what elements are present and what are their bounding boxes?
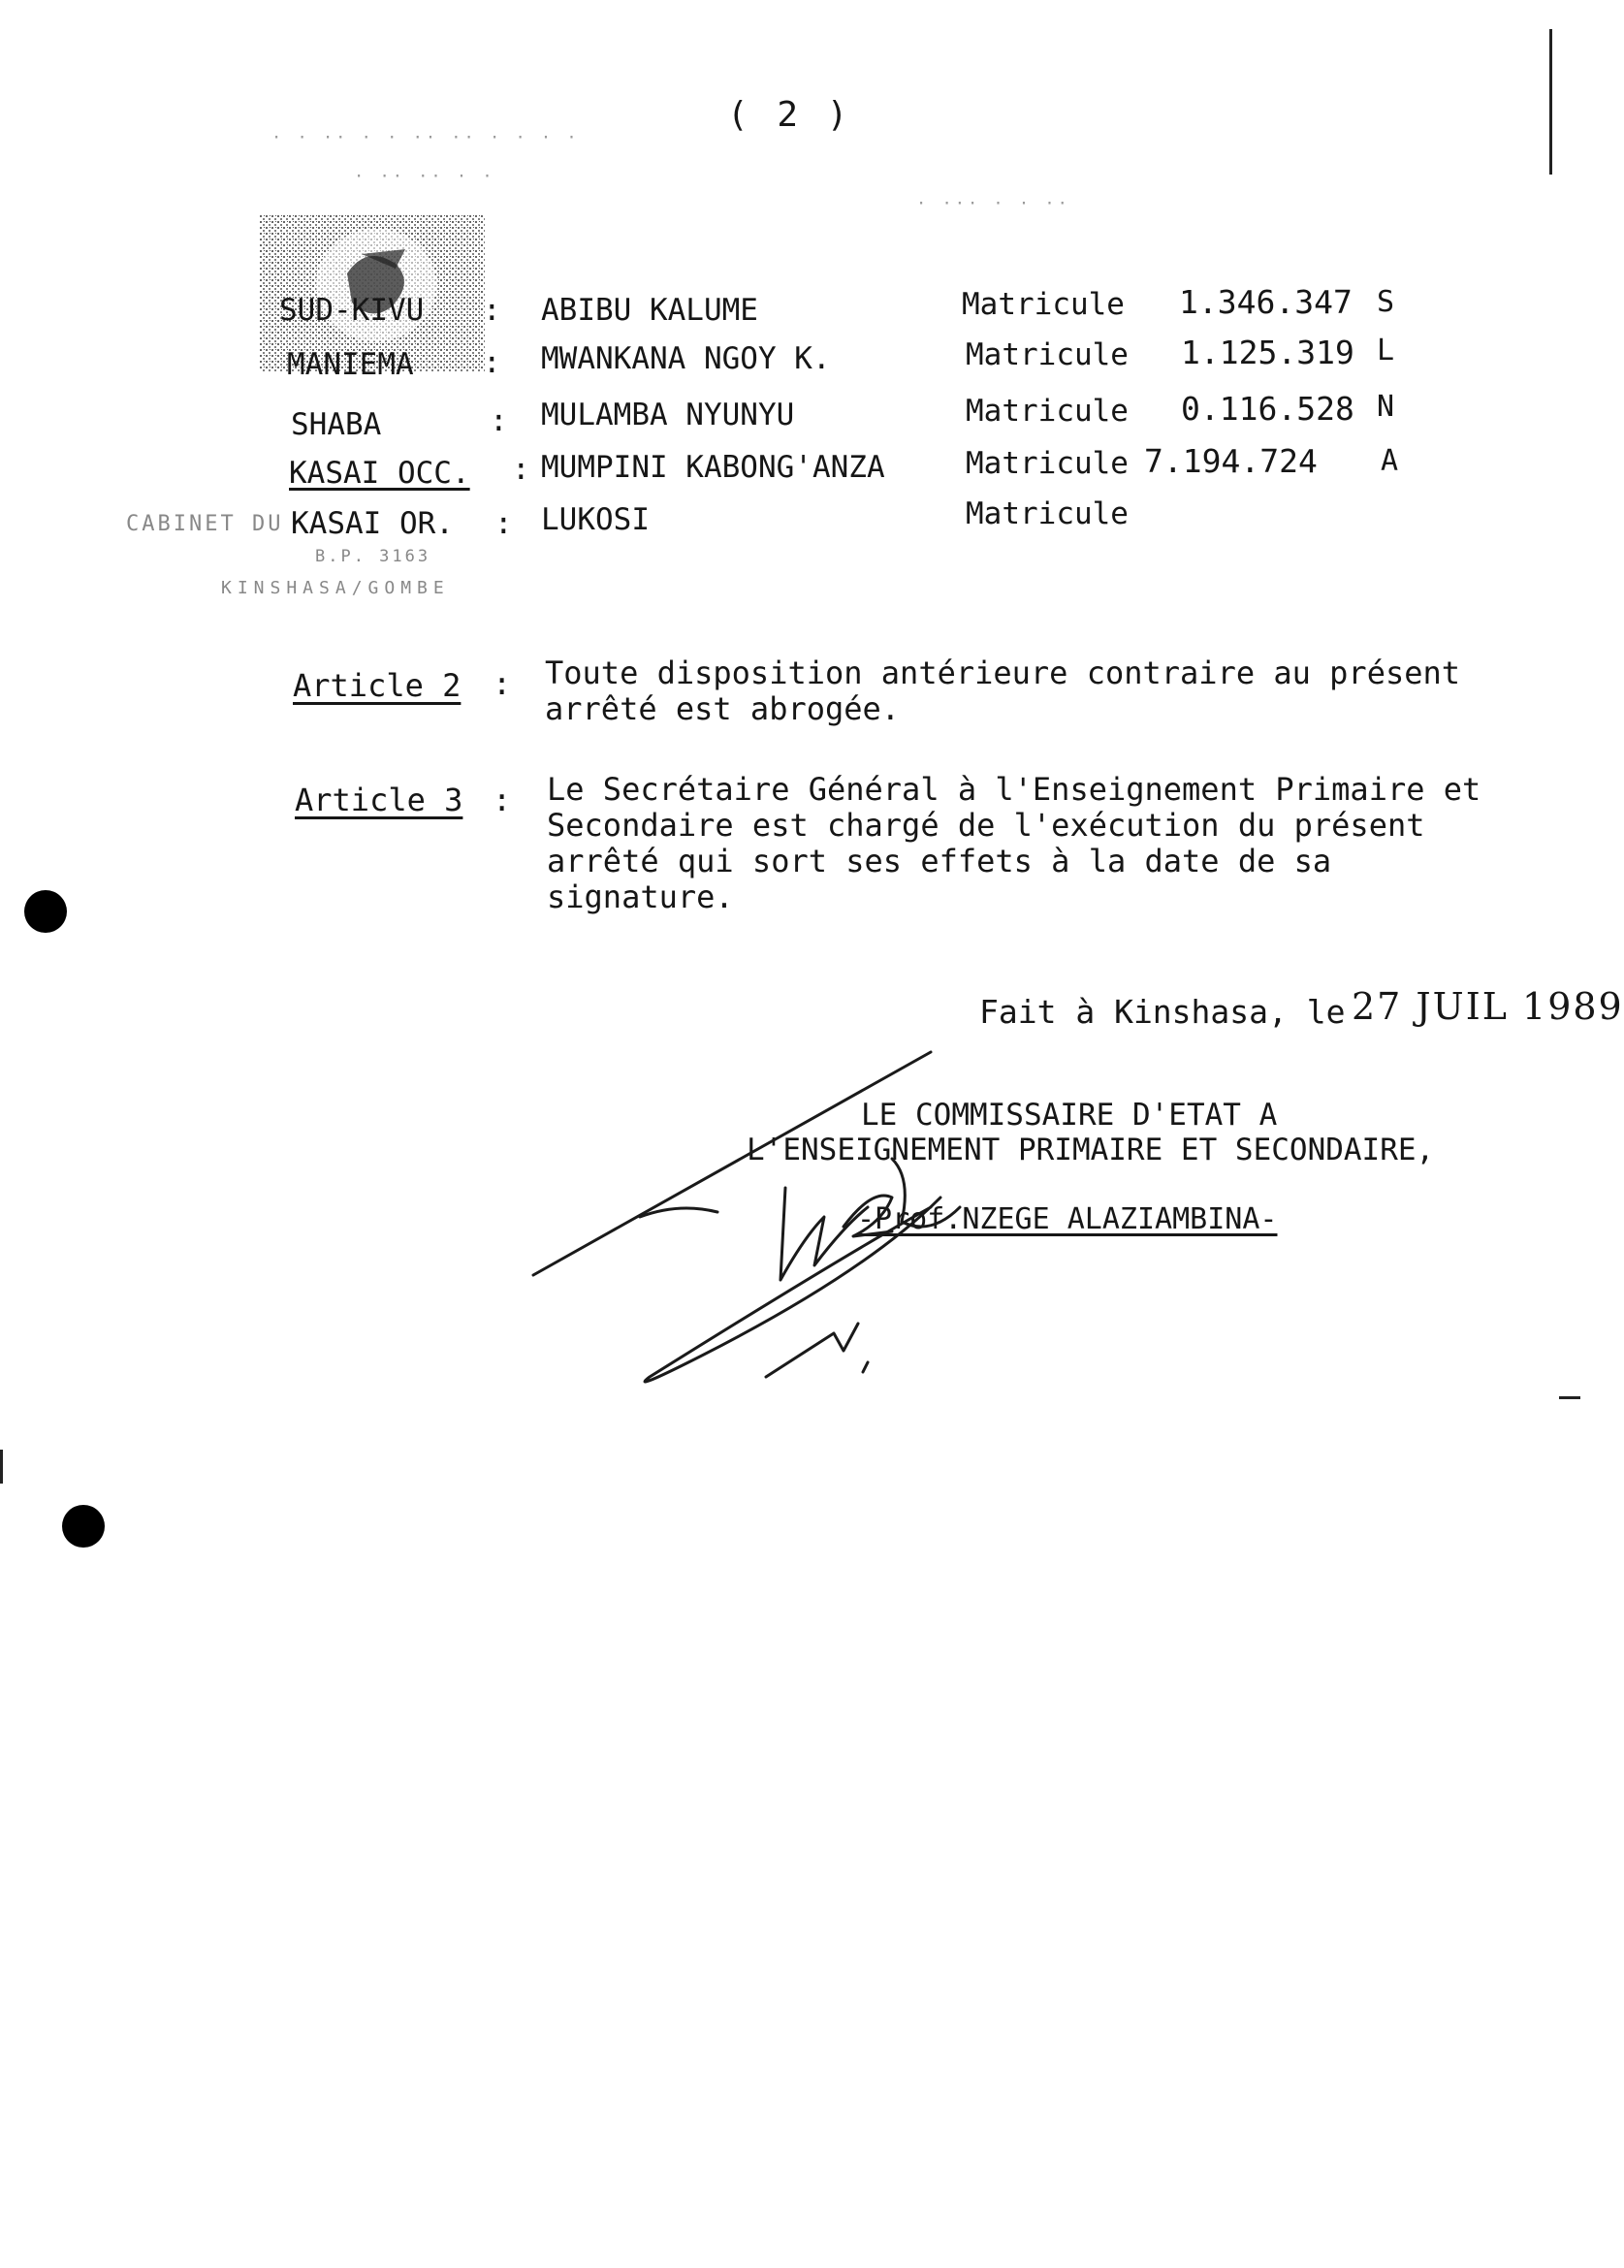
faded-header-line-1: · · ·· · · ·· ·· · · · ·: [271, 128, 580, 147]
entry-matricule-number: 1.125.319: [1181, 334, 1354, 371]
entry-matricule-label: Matricule: [962, 287, 1125, 322]
article-2-label: Article 2: [293, 667, 462, 704]
article-3-text: Le Secrétaire Général à l'Enseignement Primaire et Secondaire est chargé de l'exécution du présent arrêté qui sort ses effets à la date de sa signature.: [547, 771, 1481, 915]
article-2-colon: :: [493, 665, 512, 702]
entry-name: MULAMBA NYUNYU: [541, 398, 795, 432]
entry-matricule-number: 7.194.724: [1144, 442, 1318, 480]
entry-matricule-label: Matricule: [966, 446, 1129, 481]
binder-hole-top: [24, 890, 67, 933]
entry-name: ABIBU KALUME: [541, 293, 758, 328]
entry-matricule-label: Matricule: [966, 337, 1129, 372]
right-dash-mark: [1559, 1396, 1580, 1399]
right-margin-line: [1549, 29, 1552, 175]
entry-matricule-number: 0.116.528: [1181, 390, 1354, 428]
article-2-text: Toute disposition antérieure contraire au présent arrêté est abrogée.: [545, 655, 1461, 727]
entry-name: LUKOSI: [541, 502, 650, 537]
entry-matricule-letter: N: [1377, 390, 1395, 424]
faded-header-right: · ··· · · ··: [916, 194, 1070, 213]
page-number: ( 2 ): [727, 95, 852, 135]
entry-region: SUD-KIVU: [279, 293, 425, 328]
signatory-name: -Prof.NZEGE ALAZIAMBINA-: [857, 1202, 1278, 1236]
entry-region: MANIEMA: [287, 347, 414, 382]
entry-matricule-letter: A: [1381, 444, 1399, 478]
entry-matricule-number: 1.346.347: [1179, 283, 1353, 321]
entry-matricule-letter: S: [1377, 285, 1395, 319]
closing-place: Fait à Kinshasa, le: [979, 993, 1346, 1031]
left-margin-line: [0, 1450, 3, 1484]
entry-colon: :: [483, 345, 501, 380]
entry-name: MUMPINI KABONG'ANZA: [541, 450, 885, 485]
article-3-colon: :: [493, 782, 512, 818]
closing-date: 27 JUIL 1989: [1352, 985, 1624, 1028]
entry-region: SHABA: [291, 407, 382, 442]
stamp-line-3: KINSHASA/GOMBE: [221, 578, 450, 598]
signatory-title-line-1: LE COMMISSAIRE D'ETAT A: [861, 1098, 1278, 1133]
stamp-line-2: B.P. 3163: [315, 547, 431, 566]
signatory-title-line-2: L'ENSEIGNEMENT PRIMAIRE ET SECONDAIRE,: [747, 1133, 1435, 1167]
entry-colon: :: [483, 293, 501, 328]
article-3-label: Article 3: [295, 782, 463, 818]
entry-region: KASAI OR.: [291, 506, 454, 541]
binder-hole-bottom: [62, 1505, 105, 1548]
entry-region: KASAI OCC.: [289, 456, 470, 491]
stamp-line-1: CABINET DU: [126, 512, 284, 536]
entry-matricule-letter: L: [1377, 334, 1395, 367]
entry-name: MWANKANA NGOY K.: [541, 341, 831, 376]
entry-matricule-label: Matricule: [966, 394, 1129, 429]
faded-header-line-2: · ·· ·· · ·: [354, 167, 495, 186]
handwritten-signature: [524, 1042, 1377, 1430]
entry-colon: :: [512, 452, 530, 487]
entry-matricule-label: Matricule: [966, 496, 1129, 531]
entry-colon: :: [490, 403, 508, 438]
entry-colon: :: [494, 506, 513, 541]
